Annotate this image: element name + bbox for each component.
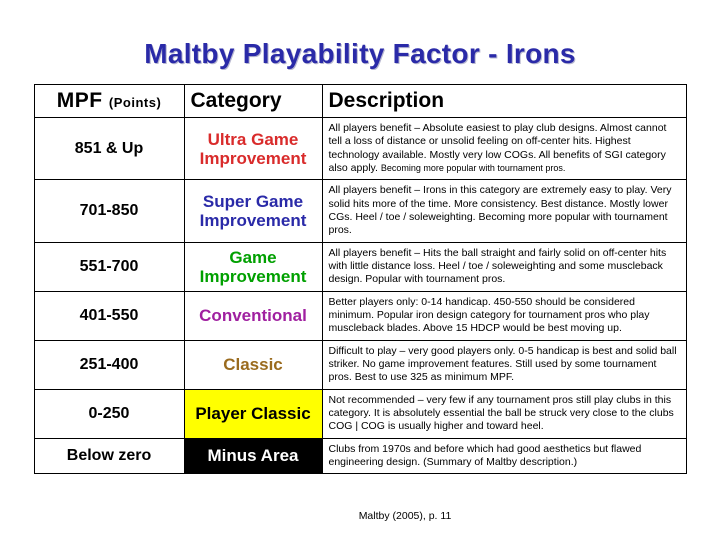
table-row <box>34 180 686 242</box>
column-header-description: Description <box>322 85 686 118</box>
table-header-row <box>34 85 686 118</box>
table-body <box>34 118 686 474</box>
cell-mpf: 851 & Up <box>34 118 184 180</box>
cell-description <box>322 180 686 242</box>
cell-category: Ultra Game Improvement <box>184 118 322 180</box>
cell-description <box>322 242 686 291</box>
cell-category: Game Improvement <box>184 242 322 291</box>
cell-category: Classic <box>184 340 322 389</box>
cell-description <box>322 291 686 340</box>
description-text: Better players only: 0-14 handicap. 450-550 should be considered minimum. Popular iron design category for tournament pros who play muscleback blades. Above 15 HDCP would be best moving up. <box>328 295 650 335</box>
mpf-table <box>34 84 687 474</box>
column-header-mpf-text: MPF <box>56 89 103 112</box>
cell-category: Super Game Improvement <box>184 180 322 242</box>
cell-category: Player Classic <box>184 389 322 438</box>
table-row <box>34 340 686 389</box>
page-title: Maltby Playability Factor - Irons <box>144 38 576 69</box>
cell-mpf: 701-850 <box>34 180 184 242</box>
cell-category: Minus Area <box>184 438 322 474</box>
table-row <box>34 389 686 438</box>
cell-description <box>322 389 686 438</box>
table-row <box>34 438 686 474</box>
description-text: All players benefit – Hits the ball straight and fairly solid on off-center hits with little distance loss. Heel / toe / soleweighting and some muscleback design. Popular with tournament pros. <box>328 246 667 286</box>
description-text-small: Becoming more popular with tournament pros. <box>380 162 566 173</box>
description-text: All players benefit – Absolute easiest to play club designs. Almost cannot tell a loss of distance or unsolid feeling on off-center hits. Highest technology available. Mostly very low COGs. All benefits of SGI category also apply. <box>328 122 667 174</box>
column-header-mpf-sub: (Points) <box>108 95 162 110</box>
table-header <box>34 85 686 118</box>
column-header-category: Category <box>184 85 322 118</box>
table-row <box>34 118 686 180</box>
column-header-mpf <box>34 85 184 118</box>
cell-description <box>322 340 686 389</box>
cell-category: Conventional <box>184 291 322 340</box>
cell-mpf: 401-550 <box>34 291 184 340</box>
description-text: Clubs from 1970s and before which had good aesthetics but flawed engineering design. (Summary of Maltby description.) <box>328 442 642 468</box>
table-row <box>34 242 686 291</box>
cell-description <box>322 118 686 180</box>
cell-mpf: Below zero <box>34 438 184 474</box>
table-row <box>34 291 686 340</box>
cell-mpf: 0-250 <box>34 389 184 438</box>
footer-citation: Maltby (2005), p. 11 <box>358 510 452 522</box>
description-text: Difficult to play – very good players only. 0-5 handicap is best and solid ball striker. No game improvement features. Still used by some tournament pros. Best to use 325 as minimum MPF. <box>328 344 677 384</box>
footer <box>0 510 720 522</box>
cell-mpf: 551-700 <box>34 242 184 291</box>
description-text: All players benefit – Irons in this category are extremely easy to play. Very solid hits more of the time. More consistency. Best distance. Mostly lower CGs. Heel / toe / soleweighting. Becoming more popular with tournament pros. <box>328 184 672 237</box>
cell-description <box>322 438 686 474</box>
description-text: Not recommended – very few if any tournament pros still play clubs in this category. It is absolutely essential the ball be struck very close to the clubs COG | COG is usually higher and toward heel. <box>328 393 674 433</box>
cell-mpf: 251-400 <box>34 340 184 389</box>
